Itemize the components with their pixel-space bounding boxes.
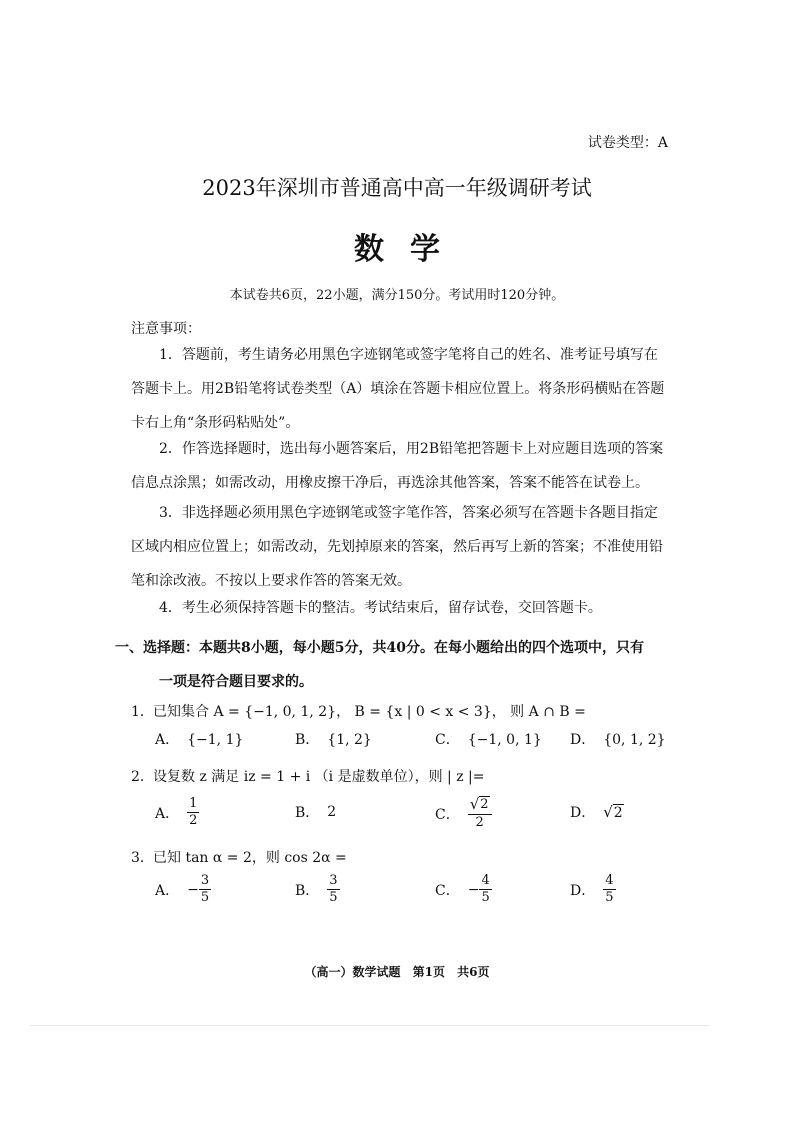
notice-item-1: 1．答题前，考生请务必用黑色字迹钢笔或签字笔将自己的姓名、准考证号填写在答题卡上。用2B铅笔将试卷类型（A）填涂在答题卡相应位置上。将条形码横贴在答题卡右上角“条形码粘贴处”。 [131,347,665,431]
option-d[interactable]: D． √ 2 [570,802,623,821]
section-line-2: 一项是符合题目要求的。 [159,674,313,690]
option-a[interactable]: A． {−1, 1} [155,732,244,748]
notice-item-4: 4．考生必须保持答题卡的整洁。考试结束后，留存试卷，交回答题卡。 [159,600,602,616]
question-text: 已知集合 A = {−1, 0, 1, 2}， B = {x | 0 < x < 3}， 则 A ∩ B = [153,704,586,720]
option-c[interactable]: C． {−1, 0, 1} [435,732,542,748]
fraction: $\frac{3}{5}$ [329,873,338,905]
option-b[interactable]: B． 2 [295,804,337,821]
exam-info: 本试卷共6页，22小题，满分150分。考试用时120分钟。 [229,288,565,303]
notice-title: 注意事项： [131,321,201,337]
fraction: $\frac{1}{2}$ [189,796,198,828]
paper-type-label: 试卷类型：A [587,135,668,151]
option-b[interactable]: B． {1, 2} [295,732,372,748]
question-text: 设复数 z 满足 iz = 1 + i （i 是虚数单位），则 | z |= [153,769,485,785]
option-a[interactable]: A． $\frac{1}{2}$ [155,796,198,828]
section-heading [115,631,675,699]
option-b[interactable]: B． $\frac{3}{5}$ [295,873,338,905]
question-1 [131,701,586,721]
page-footer: （高一）数学试题 第1页 共6页 [304,965,490,979]
option-c[interactable]: C． − $\frac{4}{5}$ [435,873,490,905]
notice-item-2: 2．作答选择题时，选出每小题答案后，用2B铅笔把答题卡上对应题目选项的答案信息点涂黑；如需改动，用橡皮擦干净后，再选涂其他答案，答案不能答在试卷上。 [131,441,664,491]
exam-title: 2023年深圳市普通高中高一年级调研考试 [202,176,592,200]
option-d[interactable]: D． $\frac{4}{5}$ [570,873,614,905]
question-number: 1． [131,704,154,720]
section-line-1: 本题共8小题，每小题5分，共40分。在每小题给出的四个选项中，只有 [199,640,644,656]
question-number: 2． [131,769,154,785]
bottom-divider [30,1025,710,1026]
subject-heading: 数学 [354,232,466,267]
section-label: 一、选择题： [115,640,199,656]
option-c[interactable]: C． √ 2 2 [435,796,492,831]
option-d[interactable]: D． {0, 1, 2} [570,732,666,748]
fraction: √ 2 2 [468,796,492,831]
notice-item-3: 3．非选择题必须用黑色字迹钢笔或签字笔作答，答案必须写在答题卡各题目指定区域内相应位置上；如需改动，先划掉原来的答案，然后再写上新的答案；不准使用铅笔和涂改液。不按以上要求作答的答案无效。 [131,505,663,589]
question-number: 3． [131,850,154,866]
square-root: √ 2 [603,802,623,821]
fraction: $\frac{4}{5}$ [605,873,614,905]
square-root: √ 2 [469,795,489,813]
option-a[interactable]: A． − $\frac{3}{5}$ [155,873,210,905]
fraction: $\frac{3}{5}$ [200,873,210,905]
question-2 [131,766,485,786]
fraction: $\frac{4}{5}$ [481,873,490,905]
question-text: 已知 tan α = 2，则 cos 2α = [153,850,347,866]
question-3 [131,847,347,867]
